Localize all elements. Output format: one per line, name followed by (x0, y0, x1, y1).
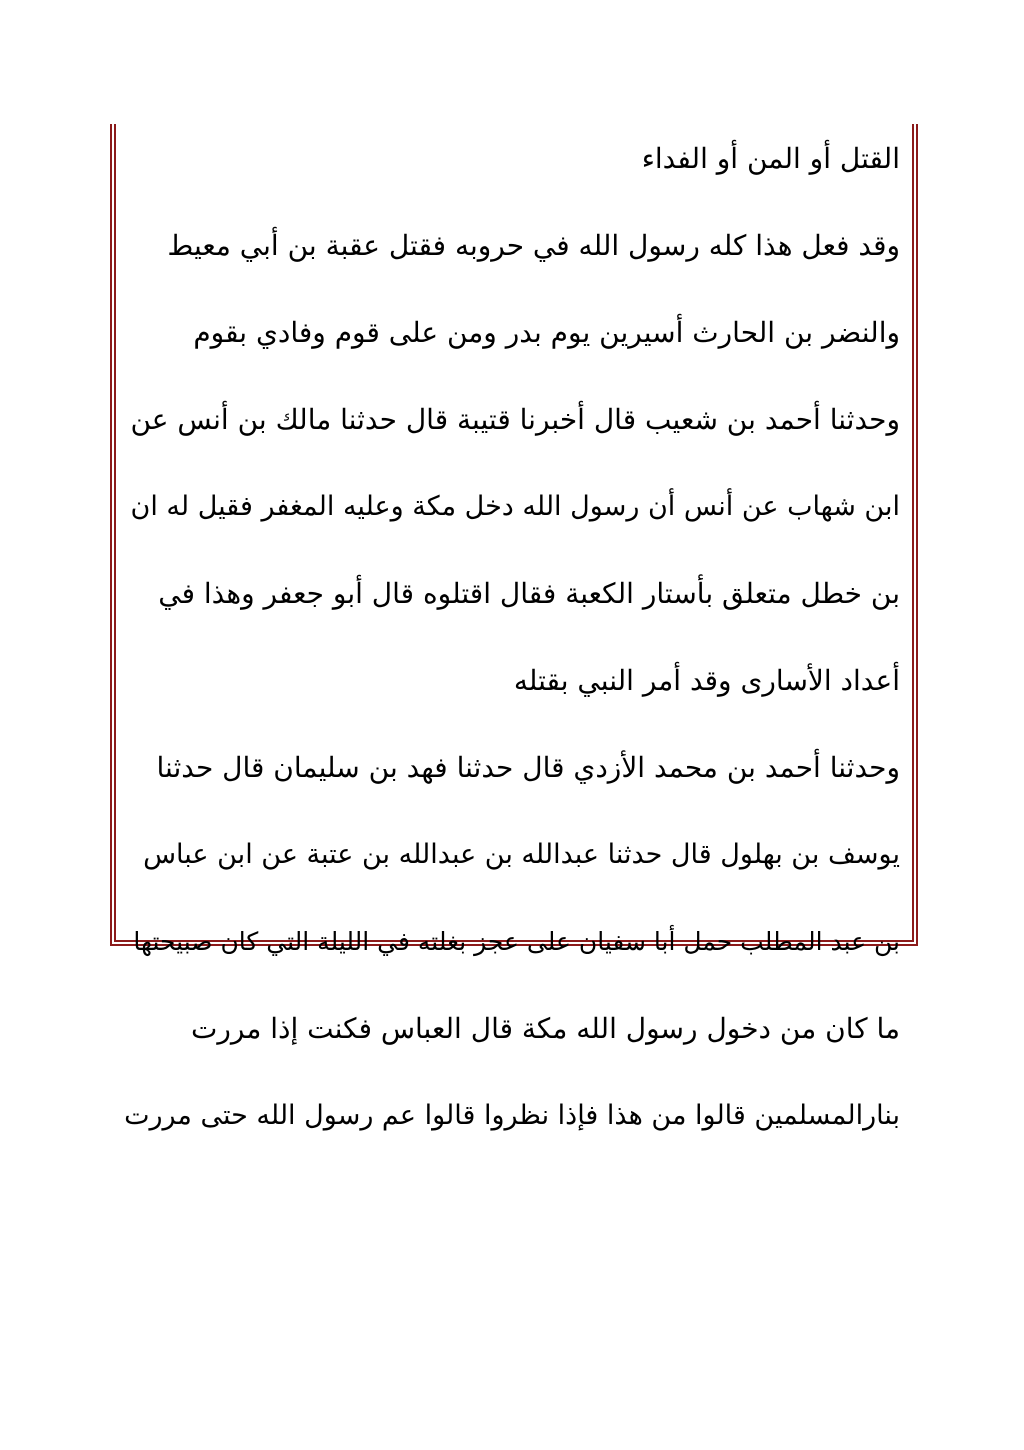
text-line-9: يوسف بن بهلول قال حدثنا عبدالله بن عبدالله بن عتبة عن ابن عباس (143, 839, 900, 870)
text-line-8: وحدثنا أحمد بن محمد الأزدي قال حدثنا فهد بن سليمان قال حدثنا (156, 751, 900, 784)
text-line-12: بنارالمسلمين قالوا من هذا فإذا نظروا قالوا عم رسول الله حتى مررت (124, 1100, 900, 1131)
text-line-4: وحدثنا أحمد بن شعيب قال أخبرنا قتيبة قال حدثنا مالك بن أنس عن (130, 403, 900, 436)
text-line-6: بن خطل متعلق بأستار الكعبة فقال اقتلوه قال أبو جعفر وهذا في (158, 577, 900, 610)
text-line-5: ابن شهاب عن أنس أن رسول الله دخل مكة وعليه المغفر فقيل له ان (130, 491, 900, 522)
text-line-11: ما كان من دخول رسول الله مكة قال العباس فكنت إذا مررت (191, 1012, 900, 1045)
text-line-2: وقد فعل هذا كله رسول الله في حروبه فقتل عقبة بن أبي معيط (167, 229, 900, 262)
text-line-7: أعداد الأسارى وقد أمر النبي بقتله (513, 664, 900, 697)
text-line-1: القتل أو المن أو الفداء (641, 142, 900, 175)
text-line-3: والنضر بن الحارث أسيرين يوم بدر ومن على قوم وفادي بقوم (193, 316, 900, 349)
text-line-10: بن عبد المطلب حمل أبا سفيان على عجز بغلته في الليلة التي كان صبيحتها (133, 927, 900, 956)
